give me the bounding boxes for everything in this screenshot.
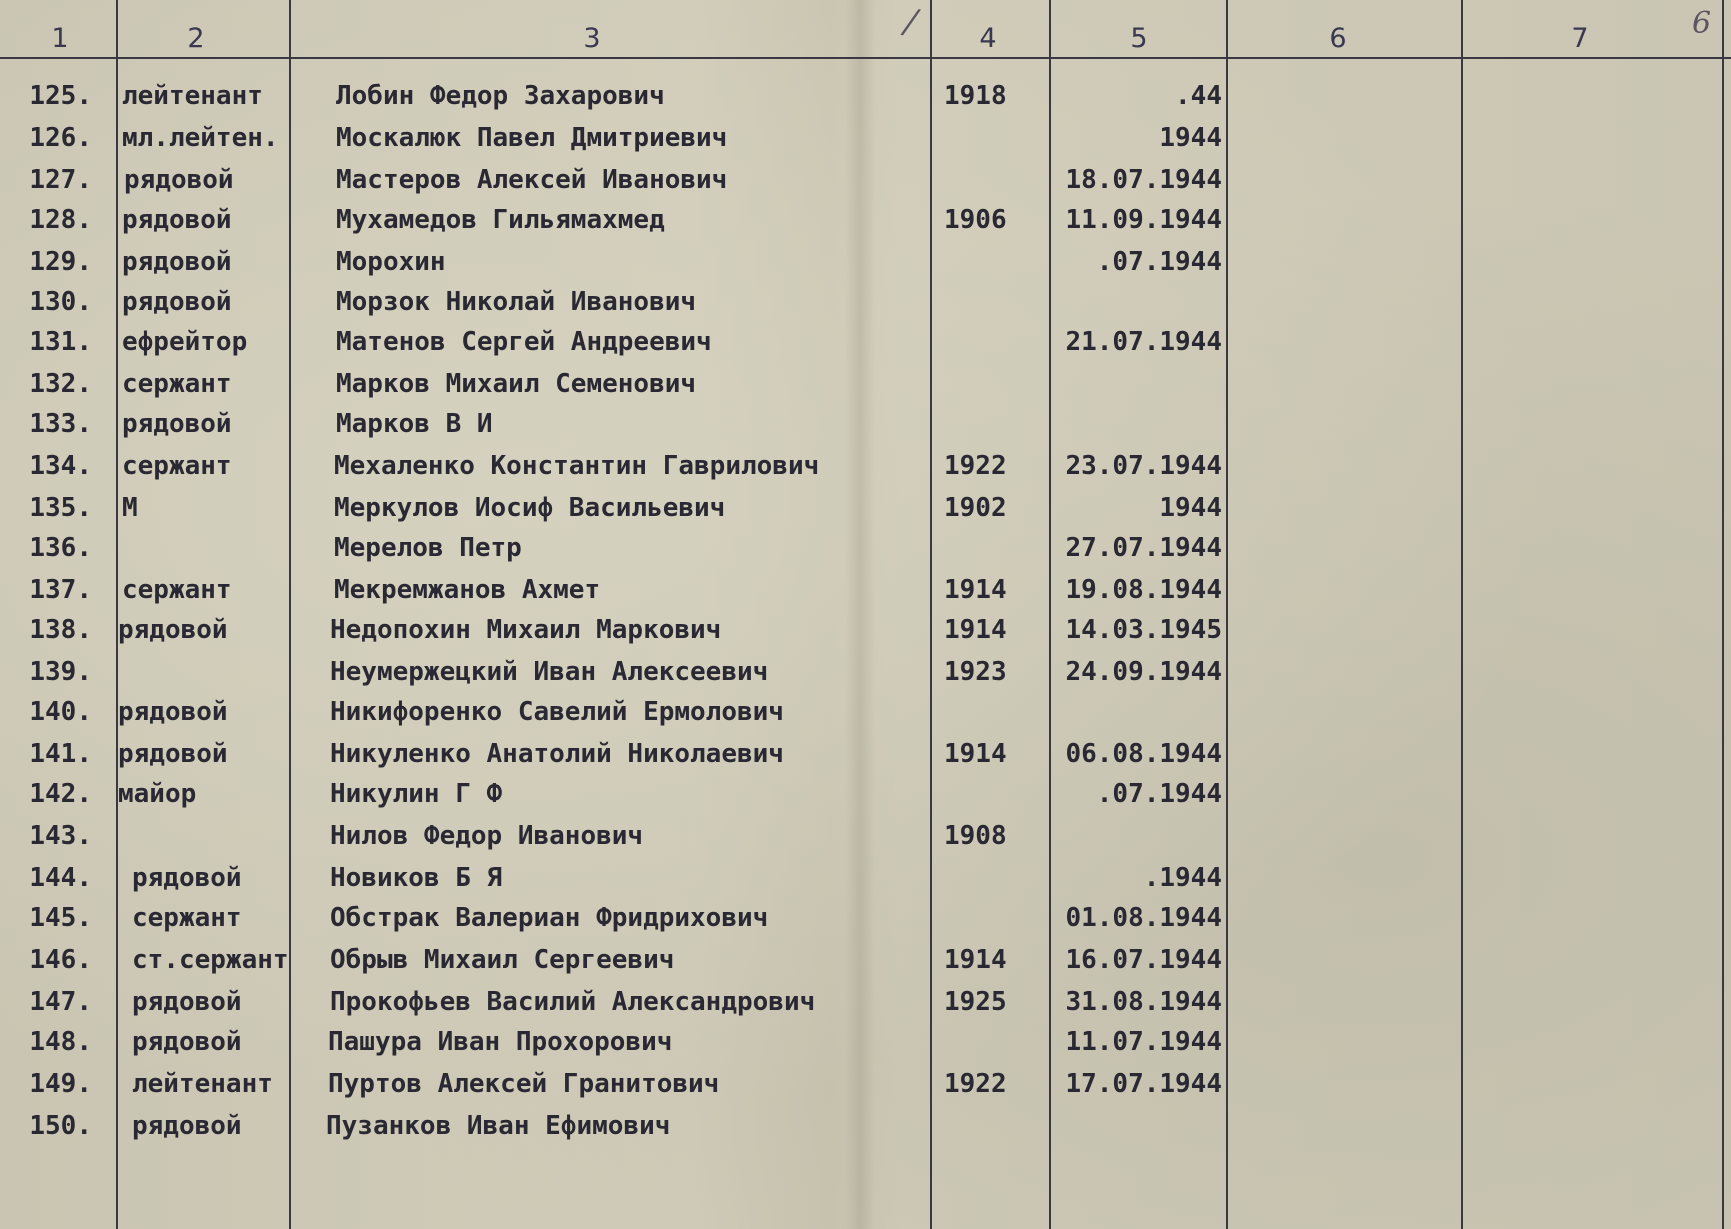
row-rank: ст.сержант (132, 945, 289, 975)
row-number: 130. (29, 287, 92, 317)
row-name: Мастеров Алексей Иванович (336, 165, 728, 195)
column-header-2: 2 (187, 23, 205, 54)
row-date: 14.03.1945 (1065, 615, 1222, 645)
column-header-1: 1 (51, 23, 69, 54)
row-number: 141. (29, 739, 92, 769)
row-date: 21.07.1944 (1065, 327, 1222, 357)
row-number: 140. (29, 697, 92, 727)
row-date: 1944 (1159, 493, 1222, 523)
row-rank: лейтенант (132, 1069, 273, 1099)
row-rank: мл.лейтен. (122, 123, 279, 153)
row-number: 129. (29, 247, 92, 277)
row-rank: сержант (122, 369, 232, 399)
row-date: 11.09.1944 (1065, 205, 1222, 235)
header-rule (0, 57, 1731, 59)
row-date: 16.07.1944 (1065, 945, 1222, 975)
row-rank: ефрейтор (122, 327, 248, 357)
row-rank: рядовой (132, 1027, 242, 1057)
row-birth-year: 1906 (944, 205, 1007, 235)
row-name: Обстрак Валериан Фридрихович (330, 903, 769, 933)
row-date: .44 (1175, 81, 1222, 111)
row-date: 19.08.1944 (1065, 575, 1222, 605)
row-name: Матенов Сергей Андреевич (336, 327, 712, 357)
column-header-7: 7 (1571, 23, 1589, 54)
row-rank: рядовой (132, 863, 242, 893)
row-number: 131. (29, 327, 92, 357)
row-rank: рядовой (132, 1111, 242, 1141)
row-number: 125. (29, 81, 92, 111)
row-birth-year: 1922 (944, 1069, 1007, 1099)
page-mark: 6 (1692, 6, 1712, 41)
column-rule (1722, 0, 1724, 1229)
row-number: 137. (29, 575, 92, 605)
row-date: 27.07.1944 (1065, 533, 1222, 563)
row-date: 17.07.1944 (1065, 1069, 1222, 1099)
row-date: 24.09.1944 (1065, 657, 1222, 687)
row-name: Недопохин Михаил Маркович (330, 615, 722, 645)
row-name: Москалюк Павел Дмитриевич (336, 123, 728, 153)
row-name: Меркулов Иосиф Васильевич (334, 493, 726, 523)
row-rank: рядовой (122, 287, 232, 317)
row-rank: майор (118, 779, 197, 809)
row-name: Никуленко Анатолий Николаевич (330, 739, 784, 769)
row-number: 136. (29, 533, 92, 563)
row-name: Пашура Иван Прохорович (328, 1027, 673, 1057)
column-rule (930, 0, 932, 1229)
column-header-4: 4 (979, 23, 997, 54)
row-rank: сержант (132, 903, 242, 933)
row-name: Мухамедов Гильямахмед (336, 205, 665, 235)
row-name: Неумержецкий Иван Алексеевич (330, 657, 769, 687)
row-rank: сержант (122, 451, 232, 481)
column-header-6: 6 (1329, 23, 1347, 54)
row-number: 134. (29, 451, 92, 481)
row-date: 18.07.1944 (1065, 165, 1222, 195)
row-name: Новиков Б Я (330, 863, 503, 893)
row-name: Никифоренко Савелий Ермолович (330, 697, 784, 727)
row-birth-year: 1925 (944, 987, 1007, 1017)
row-rank: сержант (122, 575, 232, 605)
row-number: 132. (29, 369, 92, 399)
row-date: .07.1944 (1096, 247, 1222, 277)
row-name: Прокофьев Василий Александрович (330, 987, 816, 1017)
row-name: Никулин Г Ф (330, 779, 503, 809)
row-number: 147. (29, 987, 92, 1017)
row-rank: М (122, 493, 138, 523)
row-number: 143. (29, 821, 92, 851)
row-number: 145. (29, 903, 92, 933)
row-number: 138. (29, 615, 92, 645)
row-number: 139. (29, 657, 92, 687)
row-date: 31.08.1944 (1065, 987, 1222, 1017)
row-birth-year: 1914 (944, 739, 1007, 769)
row-name: Пузанков Иван Ефимович (326, 1111, 671, 1141)
row-rank: рядовой (118, 739, 228, 769)
row-birth-year: 1914 (944, 575, 1007, 605)
row-date: 23.07.1944 (1065, 451, 1222, 481)
row-number: 142. (29, 779, 92, 809)
row-date: .1944 (1143, 863, 1222, 893)
row-name: Морохин (336, 247, 446, 277)
row-number: 127. (29, 165, 92, 195)
row-birth-year: 1923 (944, 657, 1007, 687)
row-number: 144. (29, 863, 92, 893)
row-name: Марков Михаил Семенович (336, 369, 697, 399)
column-rule (1461, 0, 1463, 1229)
row-number: 148. (29, 1027, 92, 1057)
row-number: 126. (29, 123, 92, 153)
row-name: Лобин Федор Захарович (336, 81, 665, 111)
column-header-5: 5 (1130, 23, 1148, 54)
row-birth-year: 1918 (944, 81, 1007, 111)
row-rank: рядовой (124, 165, 234, 195)
row-number: 149. (29, 1069, 92, 1099)
row-birth-year: 1914 (944, 945, 1007, 975)
row-birth-year: 1908 (944, 821, 1007, 851)
row-date: .07.1944 (1096, 779, 1222, 809)
row-rank: рядовой (118, 615, 228, 645)
row-date: 1944 (1159, 123, 1222, 153)
row-birth-year: 1902 (944, 493, 1007, 523)
row-number: 128. (29, 205, 92, 235)
row-rank: лейтенант (122, 81, 263, 111)
row-birth-year: 1922 (944, 451, 1007, 481)
row-rank: рядовой (132, 987, 242, 1017)
row-name: Пуртов Алексей Гранитович (328, 1069, 720, 1099)
column-header-3: 3 (583, 23, 601, 54)
row-rank: рядовой (122, 247, 232, 277)
row-name: Марков В И (336, 409, 493, 439)
row-number: 150. (29, 1111, 92, 1141)
row-number: 135. (29, 493, 92, 523)
row-name: Обрыв Михаил Сергеевич (330, 945, 675, 975)
row-name: Нилов Федор Иванович (330, 821, 644, 851)
row-name: Морзок Николай Иванович (336, 287, 697, 317)
row-rank: рядовой (122, 409, 232, 439)
row-date: 06.08.1944 (1065, 739, 1222, 769)
row-number: 133. (29, 409, 92, 439)
row-birth-year: 1914 (944, 615, 1007, 645)
row-rank: рядовой (122, 205, 232, 235)
row-number: 146. (29, 945, 92, 975)
row-date: 11.07.1944 (1065, 1027, 1222, 1057)
column-rule (1226, 0, 1228, 1229)
row-rank: рядовой (118, 697, 228, 727)
row-name: Мехаленко Константин Гаврилович (334, 451, 820, 481)
pencil-stroke: / (902, 1, 920, 43)
row-date: 01.08.1944 (1065, 903, 1222, 933)
row-name: Мекремжанов Ахмет (334, 575, 601, 605)
row-name: Мерелов Петр (334, 533, 522, 563)
